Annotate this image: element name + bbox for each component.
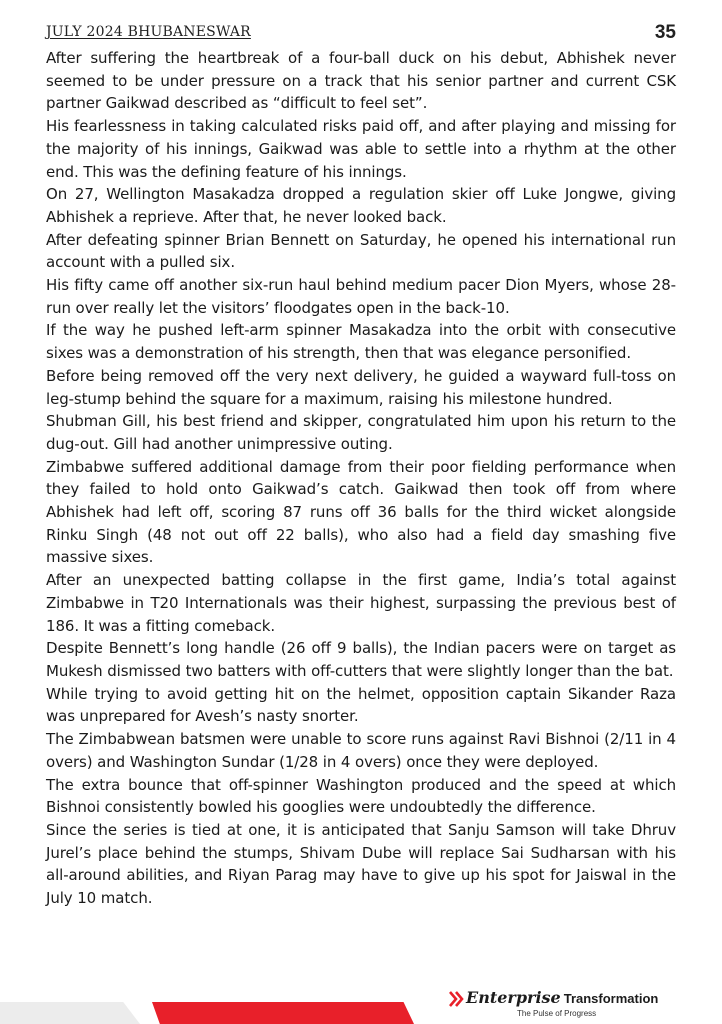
brand-tagline: The Pulse of Progress xyxy=(517,1009,597,1018)
paragraph: On 27, Wellington Masakadza dropped a regulation skier off Luke Jongwe, giving Abhishek a reprieve. After that, he never looked back. xyxy=(46,185,676,226)
paragraph: Despite Bennett’s long handle (26 off 9 balls), the Indian pacers were on target as Mukesh dismissed two batters with off-cutters that were slightly longer than the bat. xyxy=(46,639,676,680)
page-header xyxy=(46,22,676,44)
paragraph: Shubman Gill, his best friend and skipper, congratulated him upon his return to the dug-out. Gill had another unimpressive outing. xyxy=(46,412,676,453)
brand-name xyxy=(466,988,658,1007)
paragraph: Since the series is tied at one, it is anticipated that Sanju Samson will take Dhruv Jurel’s place behind the stumps, Shivam Dube will replace Sai Sudharsan with his all-around abilities, and Riyan Parag may have to give up his spot for Jaiswal in the July 10 match. xyxy=(46,820,676,908)
footer-grey-band xyxy=(0,1002,140,1024)
paragraph: The extra bounce that off-spinner Washington produced and the speed at which Bishnoi consistently bowled his googlies were undoubtedly the difference. xyxy=(46,775,676,817)
brand-word-transformation: Transformation xyxy=(563,991,659,1006)
paragraph: Zimbabwe suffered additional damage from their poor fielding performance when they failed to hold onto Gaikwad’s catch. Gaikwad then took off from where Abhishek had left off, scoring 87 runs off 36 balls for the third wicket alongside Rinku Singh (48 not out off 22 balls), who also had a field day smashing five massive sixes. xyxy=(46,457,676,567)
paragraph: Before being removed off the very next delivery, he guided a wayward full-toss on leg-stump behind the square for a maximum, raising his milestone hundred. xyxy=(46,366,676,408)
footer-red-band xyxy=(152,1002,414,1024)
brand-word-enterprise: Enterprise xyxy=(466,988,561,1007)
double-chevron-logo-icon xyxy=(449,991,465,1007)
page-number: 35 xyxy=(654,22,676,43)
paragraph: The Zimbabwean batsmen were unable to score runs against Ravi Bishnoi (2/11 in 4 overs) and Washington Sundar (1/28 in 4 overs) once they were deployed. xyxy=(46,730,676,771)
paragraph: If the way he pushed left-arm spinner Masakadza into the orbit with consecutive sixes was a demonstration of his strength, then that was elegance personified. xyxy=(46,321,676,363)
brand-logo xyxy=(449,988,679,1022)
issue-label: JULY 2024 BHUBANESWAR xyxy=(46,24,251,40)
paragraph: While trying to avoid getting hit on the helmet, opposition captain Sikander Raza was unprepared for Avesh’s nasty snorter. xyxy=(46,684,676,726)
page-footer xyxy=(0,984,722,1024)
paragraph: His fearlessness in taking calculated risks paid off, and after playing and missing for the majority of his innings, Gaikwad was able to settle into a rhythm at the other end. This was the defining feature of his innings. xyxy=(46,117,676,181)
article-body xyxy=(46,47,676,910)
paragraph: After defeating spinner Brian Bennett on Saturday, he opened his international run account with a pulled six. xyxy=(46,230,676,272)
paragraph: His fifty came off another six-run haul behind medium pacer Dion Myers, whose 28-run over really let the visitors’ floodgates open in the back-10. xyxy=(46,276,676,317)
paragraph: After an unexpected batting collapse in the first game, India’s total against Zimbabwe in T20 Internationals was their highest, surpassing the previous best of 186. It was a fitting comeback. xyxy=(46,571,676,635)
paragraph: After suffering the heartbreak of a four-ball duck on his debut, Abhishek never seemed to be under pressure on a track that his senior partner and current CSK partner Gaikwad described as “difficult to feel set”. xyxy=(46,49,676,113)
